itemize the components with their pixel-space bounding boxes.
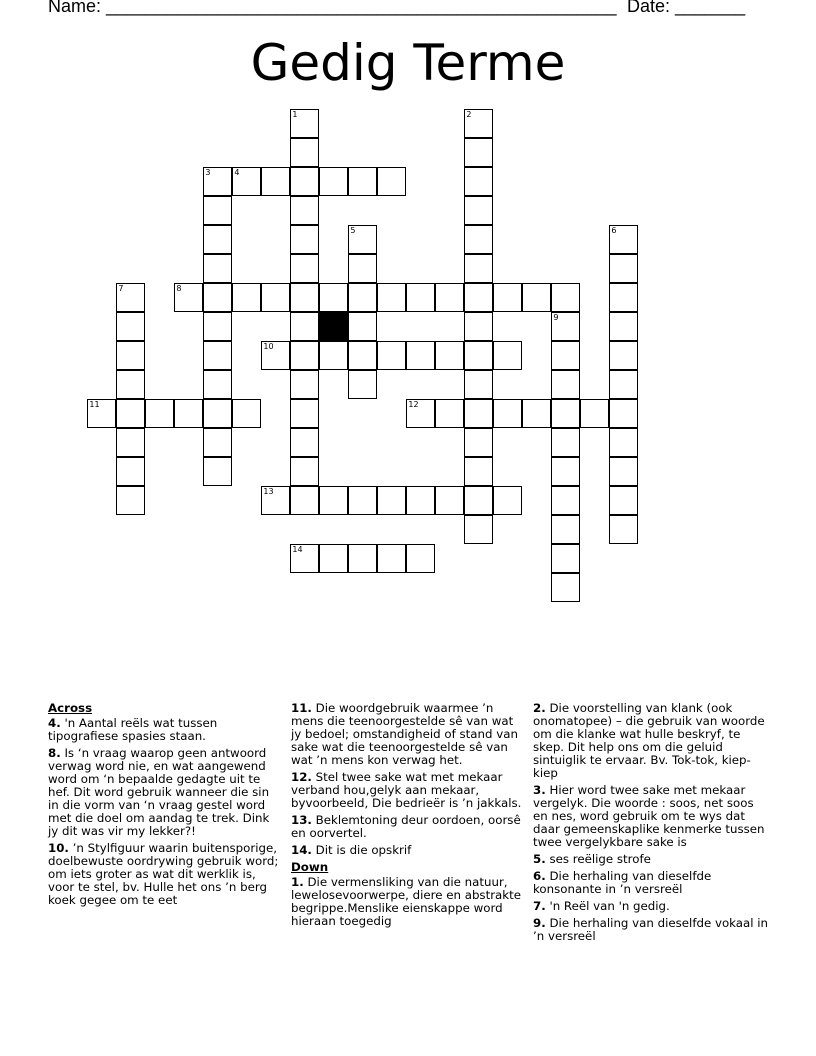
clue-column-2 bbox=[291, 702, 523, 932]
grid-cell[interactable] bbox=[464, 457, 493, 486]
grid-cell[interactable] bbox=[203, 457, 232, 486]
grid-cell[interactable] bbox=[464, 109, 493, 138]
grid-cell[interactable] bbox=[609, 254, 638, 283]
clue-number: 10 bbox=[263, 342, 274, 352]
grid-cell[interactable] bbox=[348, 486, 377, 515]
clue-number: 4 bbox=[234, 168, 240, 178]
grid-cell[interactable] bbox=[290, 138, 319, 167]
grid-cell[interactable] bbox=[377, 283, 406, 312]
grid-cell[interactable] bbox=[87, 399, 116, 428]
grid-cell[interactable] bbox=[609, 457, 638, 486]
grid-cell[interactable] bbox=[348, 225, 377, 254]
clue-down-2: 2. Die voorstelling van klank (ook onomatopee) – die gebruik van woorde om die klanke wat hulle beskryf, te skep. Dit help ons om die geluid sintuiglik te ervaar. Bv. Tok-tok, kiep-kiep bbox=[533, 701, 765, 780]
grid-cell[interactable] bbox=[609, 283, 638, 312]
grid-cell[interactable] bbox=[261, 167, 290, 196]
clue-across-11: 11. Die woordgebruik waarmee ’n mens die teenoorgestelde sê van wat jy bedoel; omstandigheid of stand van sake wat die teenoorgestelde sê van wat ’n mens kon verwag het. bbox=[291, 701, 518, 767]
grid-cell[interactable] bbox=[551, 428, 580, 457]
grid-cell[interactable] bbox=[290, 486, 319, 515]
name-field[interactable]: Name: ___________________________________________________ bbox=[48, 0, 617, 16]
grid-cell[interactable] bbox=[145, 399, 174, 428]
grid-cell[interactable] bbox=[609, 312, 638, 341]
grid-cell[interactable] bbox=[464, 138, 493, 167]
grid-cell[interactable] bbox=[464, 370, 493, 399]
grid-cell[interactable] bbox=[203, 428, 232, 457]
grid-cell[interactable] bbox=[435, 341, 464, 370]
grid-cell[interactable] bbox=[348, 167, 377, 196]
grid-cell[interactable] bbox=[406, 341, 435, 370]
clue-number: 14 bbox=[292, 545, 303, 555]
grid-cell[interactable] bbox=[551, 457, 580, 486]
grid-cell[interactable] bbox=[493, 399, 522, 428]
grid-cell[interactable] bbox=[609, 225, 638, 254]
grid-cell[interactable] bbox=[348, 312, 377, 341]
grid-cell[interactable] bbox=[348, 544, 377, 573]
grid-cell[interactable] bbox=[319, 167, 348, 196]
clue-number: 6 bbox=[611, 226, 617, 236]
grid-cell[interactable] bbox=[435, 486, 464, 515]
grid-cell[interactable] bbox=[290, 312, 319, 341]
grid-cell[interactable] bbox=[406, 399, 435, 428]
clue-number: 1 bbox=[292, 110, 298, 120]
grid-cell[interactable] bbox=[464, 341, 493, 370]
grid-cell[interactable] bbox=[551, 544, 580, 573]
grid-cell[interactable] bbox=[116, 341, 145, 370]
grid-cell[interactable] bbox=[116, 486, 145, 515]
grid-cell[interactable] bbox=[464, 399, 493, 428]
grid-cell[interactable] bbox=[116, 428, 145, 457]
grid-cell[interactable] bbox=[348, 341, 377, 370]
clue-number: 12 bbox=[408, 400, 419, 410]
grid-cell[interactable] bbox=[377, 341, 406, 370]
grid-cell[interactable] bbox=[116, 399, 145, 428]
grid-cell[interactable] bbox=[551, 486, 580, 515]
clue-number: 11 bbox=[89, 400, 100, 410]
grid-cell[interactable] bbox=[319, 283, 348, 312]
grid-cell[interactable] bbox=[464, 196, 493, 225]
clue-across-14: 14. Dit is die opskrif bbox=[291, 843, 412, 857]
grid-cell[interactable] bbox=[203, 312, 232, 341]
grid-cell[interactable] bbox=[609, 486, 638, 515]
clue-down-6: 6. Die herhaling van dieselfde konsonante in ’n versreël bbox=[533, 869, 712, 896]
clue-across-13: 13. Beklemtoning deur oordoen, oorsê en oorvertel. bbox=[291, 813, 521, 840]
clue-across-12: 12. Stel twee sake wat met mekaar verband hou,gelyk aan mekaar, byvoorbeeld, Die bedrieër is ’n jakkals. bbox=[291, 770, 522, 810]
grid-cell[interactable] bbox=[203, 225, 232, 254]
grid-cell[interactable] bbox=[551, 573, 580, 602]
grid-cell[interactable] bbox=[435, 283, 464, 312]
clue-down-9: 9. Die herhaling van dieselfde vokaal in ’n versreël bbox=[533, 916, 769, 943]
grid-cell[interactable] bbox=[319, 341, 348, 370]
grid-cell[interactable] bbox=[464, 312, 493, 341]
clue-across-10: 10. ’n Stylfiguur waarin buitensporige, doelbewuste oordrywing gebruik word; om iets groter as wat dit werklik is, voor te stel, bv. Hulle het ons ’n berg koek gegee om te eet bbox=[48, 841, 279, 907]
clue-number: 13 bbox=[263, 487, 274, 497]
grid-cell[interactable] bbox=[203, 283, 232, 312]
grid-cell[interactable] bbox=[203, 196, 232, 225]
grid-cell[interactable] bbox=[290, 254, 319, 283]
clue-column-3 bbox=[533, 702, 769, 947]
grid-cell[interactable] bbox=[116, 457, 145, 486]
grid-cell[interactable] bbox=[290, 167, 319, 196]
clue-across-4: 4. 'n Aantal reëls wat tussen tipografiese spasies staan. bbox=[48, 716, 218, 743]
grid-cell[interactable] bbox=[464, 283, 493, 312]
grid-cell[interactable] bbox=[551, 515, 580, 544]
clue-down-5: 5. ses reëlige strofe bbox=[533, 852, 651, 866]
grid-cell[interactable] bbox=[609, 428, 638, 457]
grid-cell[interactable] bbox=[290, 196, 319, 225]
puzzle-title: Gedig Terme bbox=[250, 34, 566, 92]
grid-cell[interactable] bbox=[493, 283, 522, 312]
grid-cell[interactable] bbox=[232, 399, 261, 428]
grid-cell[interactable] bbox=[261, 341, 290, 370]
grid-cell[interactable] bbox=[377, 167, 406, 196]
grid-cell[interactable] bbox=[348, 283, 377, 312]
grid-cell[interactable] bbox=[522, 283, 551, 312]
grid-cell[interactable] bbox=[290, 399, 319, 428]
grid-cell[interactable] bbox=[493, 486, 522, 515]
grid-cell[interactable] bbox=[203, 370, 232, 399]
grid-cell[interactable] bbox=[203, 399, 232, 428]
across-heading: Across bbox=[48, 701, 93, 715]
clue-column-1 bbox=[48, 702, 280, 911]
black-cell bbox=[319, 312, 348, 341]
grid-cell[interactable] bbox=[232, 283, 261, 312]
grid-cell[interactable] bbox=[551, 370, 580, 399]
grid-cell[interactable] bbox=[377, 544, 406, 573]
grid-cell[interactable] bbox=[464, 428, 493, 457]
grid-cell[interactable] bbox=[319, 486, 348, 515]
clue-down-3: 3. Hier word twee sake met mekaar vergelyk. Die woorde : soos, net soos en nes, word gebruik om te wys dat daar gemeenskaplike kenmerke tussen twee vergelykbare sake is bbox=[533, 783, 765, 849]
grid-cell[interactable] bbox=[290, 370, 319, 399]
grid-cell[interactable] bbox=[261, 283, 290, 312]
grid-cell[interactable] bbox=[232, 167, 261, 196]
grid-cell[interactable] bbox=[290, 341, 319, 370]
grid-cell[interactable] bbox=[290, 544, 319, 573]
grid-cell[interactable] bbox=[551, 283, 580, 312]
clue-number: 3 bbox=[205, 168, 211, 178]
grid-cell[interactable] bbox=[609, 399, 638, 428]
grid-cell[interactable] bbox=[464, 486, 493, 515]
grid-cell[interactable] bbox=[290, 283, 319, 312]
clue-number: 8 bbox=[176, 284, 182, 294]
grid-cell[interactable] bbox=[609, 370, 638, 399]
grid-cell[interactable] bbox=[203, 167, 232, 196]
grid-cell[interactable] bbox=[522, 399, 551, 428]
grid-cell[interactable] bbox=[580, 399, 609, 428]
grid-cell[interactable] bbox=[464, 515, 493, 544]
grid-cell[interactable] bbox=[435, 399, 464, 428]
grid-cell[interactable] bbox=[348, 254, 377, 283]
grid-cell[interactable] bbox=[116, 370, 145, 399]
grid-cell[interactable] bbox=[464, 167, 493, 196]
grid-cell[interactable] bbox=[319, 544, 348, 573]
grid-cell[interactable] bbox=[464, 225, 493, 254]
grid-cell[interactable] bbox=[551, 341, 580, 370]
clue-down-7: 7. 'n Reël van 'n gedig. bbox=[533, 899, 670, 913]
grid-cell[interactable] bbox=[203, 254, 232, 283]
grid-cell[interactable] bbox=[174, 399, 203, 428]
grid-cell[interactable] bbox=[406, 486, 435, 515]
grid-cell[interactable] bbox=[406, 544, 435, 573]
grid-cell[interactable] bbox=[551, 312, 580, 341]
grid-cell[interactable] bbox=[493, 341, 522, 370]
grid-cell[interactable] bbox=[261, 486, 290, 515]
grid-cell[interactable] bbox=[203, 341, 232, 370]
down-heading: Down bbox=[291, 860, 329, 874]
grid-cell[interactable] bbox=[464, 254, 493, 283]
grid-cell[interactable] bbox=[290, 109, 319, 138]
clue-number: 9 bbox=[553, 313, 559, 323]
clue-number: 5 bbox=[350, 226, 356, 236]
clue-number: 2 bbox=[466, 110, 472, 120]
grid-cell[interactable] bbox=[406, 283, 435, 312]
clue-across-8: 8. Is ‘n vraag waarop geen antwoord verwag word nie, en wat aangewend word om ‘n bepaalde gedagte uit te hef. Dit word gebruik wanneer die sin in die vorm van ‘n vraag gestel word met die doel om aandag te trek. Dink jy dit was vir my lekker?! bbox=[48, 746, 270, 838]
grid-cell[interactable] bbox=[377, 486, 406, 515]
grid-cell[interactable] bbox=[116, 283, 145, 312]
date-field[interactable]: Date: _______ bbox=[627, 0, 746, 16]
clue-down-1: 1. Die vermensliking van die natuur, lewelosevoorwerpe, diere en abstrakte begrippe.Menslike eienskappe word hieraan toegedig bbox=[291, 875, 521, 928]
grid-cell[interactable] bbox=[290, 457, 319, 486]
grid-cell[interactable] bbox=[609, 515, 638, 544]
grid-cell[interactable] bbox=[116, 312, 145, 341]
grid-cell[interactable] bbox=[290, 225, 319, 254]
grid-cell[interactable] bbox=[551, 399, 580, 428]
grid-cell[interactable] bbox=[174, 283, 203, 312]
grid-cell[interactable] bbox=[290, 428, 319, 457]
clue-number: 7 bbox=[118, 284, 124, 294]
grid-cell[interactable] bbox=[348, 370, 377, 399]
grid-cell[interactable] bbox=[609, 341, 638, 370]
